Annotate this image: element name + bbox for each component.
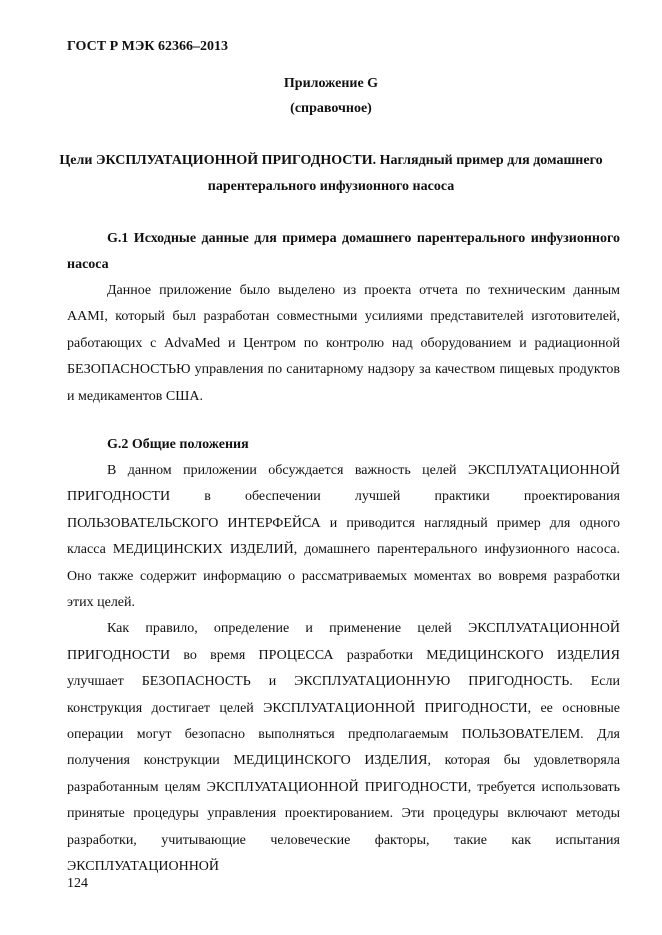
section-g1-heading: G.1 Исходные данные для примера домашнего парентерального инфузионного насоса — [67, 231, 620, 272]
section-g2 — [67, 432, 620, 881]
main-title-line-2: парентерального инфузионного насоса — [207, 179, 455, 194]
page-number: 124 — [67, 876, 88, 891]
main-title-line-1: Цели ЭКСПЛУАТАЦИОННОЙ ПРИГОДНОСТИ. Наглядный пример для домашнего — [59, 153, 603, 168]
section-g1 — [67, 226, 620, 410]
section-g1-paragraph: Данное приложение было выделено из проекта отчета по техническим данным AAMI, который был разработан совместными усилиями представителей изготовителей, работающих с AdvaMed и Центром по контролю над оборудованием и радиационной БЕЗОПАСНОСТЬЮ управления по санитарному надзору за качеством пищевых продуктов и медикаментов США. — [67, 283, 620, 404]
appendix-title: Приложение G — [283, 76, 379, 91]
section-g2-heading: G.2 Общие положения — [107, 437, 249, 452]
section-g2-paragraph-2: Как правило, определение и применение целей ЭКСПЛУАТАЦИОННОЙ ПРИГОДНОСТИ во время ПРОЦЕССА разработки МЕДИЦИНСКОГО ИЗДЕЛИЯ улучшает БЕЗОПАСНОСТЬ и ЭКСПЛУАТАЦИОННУЮ ПРИГОДНОСТЬ. Если конструкция достигает целей ЭКСПЛУАТАЦИОННОЙ ПРИГОДНОСТИ, ее основные операции могут безопасно выполняться предполагаемым ПОЛЬЗОВАТЕЛЕМ. Для получения конструкции МЕДИЦИНСКОГО ИЗДЕЛИЯ, которая бы удовлетворяла разработанным целям ЭКСПЛУАТАЦИОННОЙ ПРИГОДНОСТИ, требуется использовать принятые процедуры управления проектированием. Эти процедуры включают методы разработки, учитывающие человеческие факторы, такие как испытания ЭКСПЛУАТАЦИОННОЙ — [67, 621, 620, 875]
appendix-subtitle: (справочное) — [290, 101, 372, 116]
standard-header: ГОСТ Р МЭК 62366–2013 — [67, 39, 228, 54]
section-g2-paragraph-1: В данном приложении обсуждается важность целей ЭКСПЛУАТАЦИОННОЙ ПРИГОДНОСТИ в обеспечении лучшей практики проектирования ПОЛЬЗОВАТЕЛЬСКОГО ИНТЕРФЕЙСА и приводится наглядный пример для одного класса МЕДИЦИНСКИХ ИЗДЕЛИЙ, домашнего парентерального инфузионного насоса. Оно также содержит информацию о рассматриваемых моментах во вовремя разработки этих целей. — [67, 463, 620, 611]
